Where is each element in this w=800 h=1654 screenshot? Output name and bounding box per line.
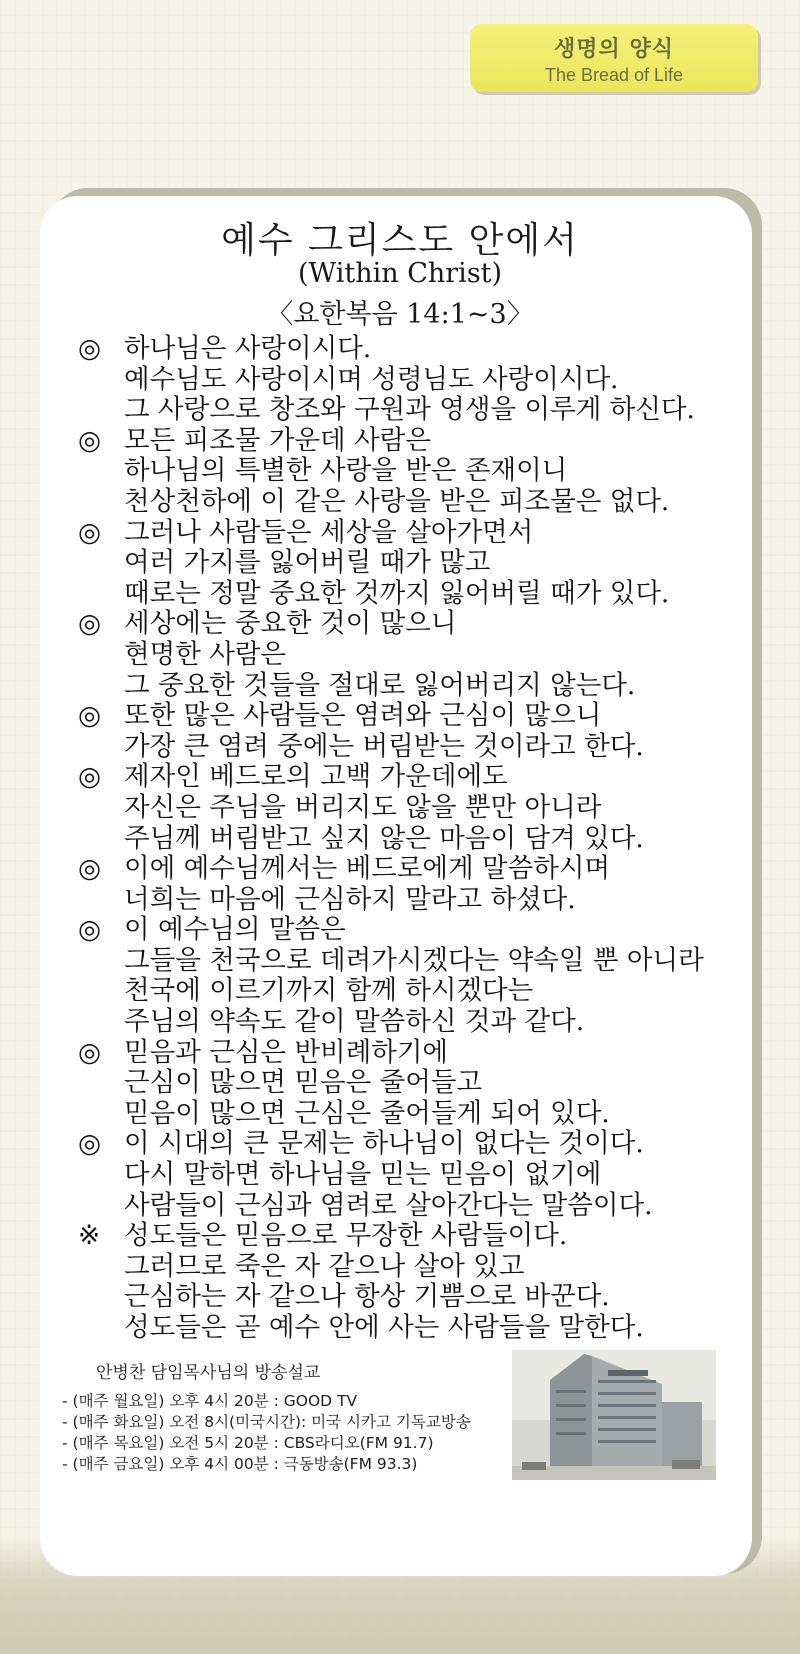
bullet-mark: ◎ [78,761,102,793]
bullet-mark: ◎ [78,516,102,548]
broadcast-info [62,1358,542,1475]
paragraph-line: 주님의 약속도 같이 말씀하신 것과 같다. [124,1006,585,1038]
sermon-paragraph [78,426,718,518]
paragraph-line: 사람들이 근심과 염려로 살아간다는 말씀이다. [124,1189,653,1221]
paragraph-line: 가장 큰 염려 중에는 버림받는 것이라고 한다. [124,730,644,762]
paragraph-line: 성도들은 곧 예수 안에 사는 사람들을 말한다. [124,1312,644,1343]
broadcast-item: - (매주 월요일) 오후 4시 20분 : GOOD TV [62,1392,358,1410]
paragraph-line: 믿음이 많으면 근심은 줄어들게 되어 있다. [124,1097,610,1129]
church-building-image [512,1350,716,1480]
bullet-mark: ◎ [78,853,102,885]
broadcast-item: - (매주 금요일) 오후 4시 00분 : 극동방송(FM 93.3) [62,1455,418,1473]
paragraph-line: 여러 가지를 잃어버릴 때가 많고 [124,547,491,579]
bullet-mark: ◎ [78,333,102,364]
section-badge [470,24,758,92]
paragraph-line: 근심하는 자 같으나 항상 기쁨으로 바꾼다. [124,1281,610,1313]
sermon-paragraph [78,609,718,701]
badge-korean: 생명의 양식 [554,37,674,62]
bullet-mark: ◎ [78,1128,102,1160]
paragraph-line: 또한 많은 사람들은 염려와 근심이 많으니 [124,700,602,732]
broadcast-item: - (매주 목요일) 오전 5시 20분 : CBS라디오(FM 91.7) [62,1434,434,1452]
paragraph-line: 근심이 많으면 믿음은 줄어들고 [124,1067,483,1099]
paragraph-line: 이에 예수님께서는 베드로에게 말씀하시며 [124,853,611,885]
paragraph-line: 하나님의 특별한 사랑을 받은 존재이니 [124,455,568,487]
bullet-mark: ◎ [78,424,102,456]
paragraph-line: 이 예수님의 말씀은 [124,914,346,946]
sermon-paragraph [78,854,718,915]
paragraph-line: 때로는 정말 중요한 것까지 잃어버릴 때가 있다. [124,577,670,609]
sermon-paragraph [78,518,718,610]
sermon-paragraph [78,762,718,854]
bullet-mark: ◎ [78,1036,102,1068]
sermon-paragraph [78,1221,718,1343]
sermon-body [78,334,718,1344]
sermon-paragraph [78,701,718,762]
paragraph-line: 그 중요한 것들을 절대로 잃어버리지 않는다. [124,669,636,701]
sermon-paragraph [78,915,718,1037]
paragraph-line: 그러므로 죽은 자 같으나 살아 있고 [124,1250,525,1282]
paragraph-line: 현명한 사람은 [124,638,287,670]
bullet-mark: ◎ [78,700,102,732]
sermon-paragraph [78,1129,718,1221]
paragraph-line: 그 사랑으로 창조와 구원과 영생을 이루게 하신다. [124,394,695,426]
paragraph-line: 제자인 베드로의 고백 가운데에도 [124,761,508,793]
paragraph-line: 다시 말하면 하나님을 믿는 믿음이 없기에 [124,1159,602,1191]
paragraph-line: 하나님은 사랑이시다. [124,333,372,364]
paragraph-line: 너희는 마음에 근심하지 말라고 하셨다. [124,883,576,915]
bullet-mark: ◎ [78,914,102,946]
broadcast-item: - (매주 화요일) 오전 8시(미국시간): 미국 시카고 기독교방송 [62,1413,471,1431]
paragraph-line: 이 시대의 큰 문제는 하나님이 없다는 것이다. [124,1128,644,1160]
paragraph-line: 세상에는 중요한 것이 많으니 [124,608,457,640]
paragraph-line: 자신은 주님을 버리지도 않을 뿐만 아니라 [124,791,602,823]
paragraph-line: 천상천하에 이 같은 사랑을 받은 피조물은 없다. [124,485,670,517]
scripture-reference: 〈요한복음 14:1~3〉 [266,299,534,330]
paragraph-line: 성도들은 믿음으로 무장한 사람들이다. [124,1220,568,1252]
paragraph-line: 그들을 천국으로 데려가시겠다는 약속일 뿐 아니라 [124,944,704,976]
paragraph-line: 믿음과 근심은 반비례하기에 [124,1036,449,1068]
reference-mark: ※ [78,1220,101,1252]
bullet-mark: ◎ [78,608,102,640]
sermon-paragraph [78,334,718,426]
sermon-paragraph [78,1038,718,1130]
paragraph-line: 주님께 버림받고 싶지 않은 마음이 담겨 있다. [124,822,644,854]
badge-english: The Bread of Life [544,65,684,85]
paragraph-line: 그러나 사람들은 세상을 살아가면서 [124,516,534,548]
sermon-subtitle: (Within Christ) [297,258,503,289]
paragraph-line: 천국에 이르기까지 함께 하시겠다는 [124,975,534,1007]
paragraph-line: 모든 피조물 가운데 사람은 [124,424,431,456]
paragraph-line: 예수님도 사랑이시며 성령님도 사랑이시다. [124,363,619,395]
broadcast-heading: 안병찬 담임목사님의 방송설교 [96,1363,321,1383]
sermon-title: 예수 그리스도 안에서 [221,220,579,261]
